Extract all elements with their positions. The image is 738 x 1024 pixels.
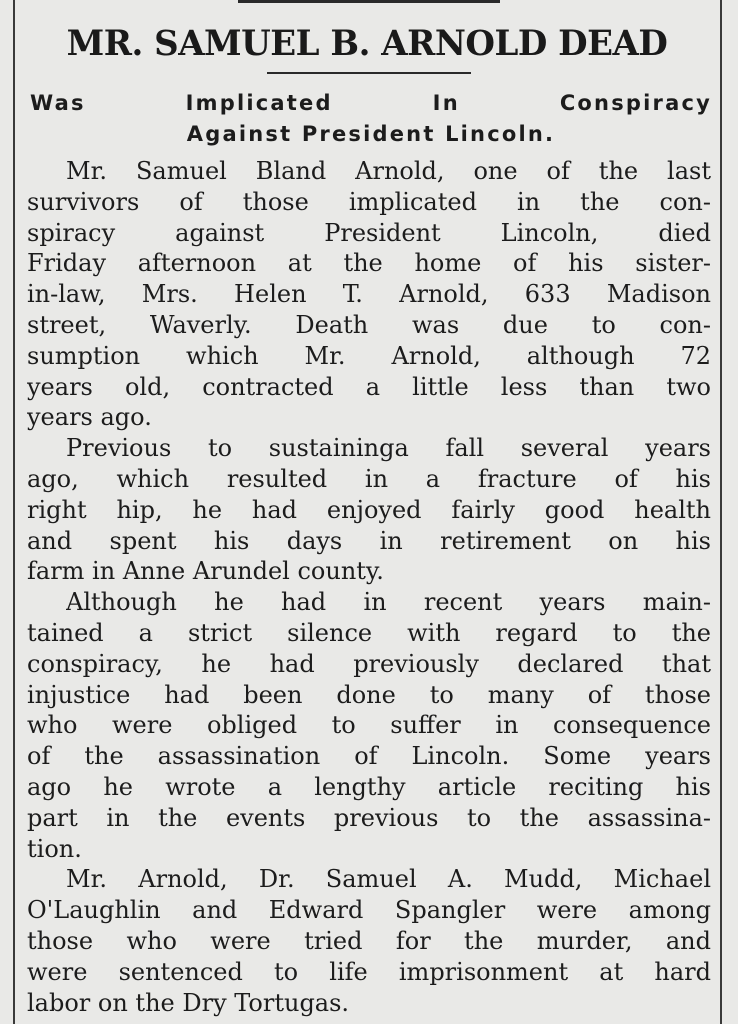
body-text-line: part in the events previous to the assassina-: [27, 803, 711, 832]
subheadline-line: Against President Lincoln.: [186, 122, 556, 146]
body-text-line: right hip, he had enjoyed fairly good health: [27, 495, 711, 524]
top-rule: [238, 0, 500, 3]
body-text-line: years old, contracted a little less than two: [27, 372, 711, 401]
body-text-line: years ago.: [27, 403, 152, 432]
headline: MR. SAMUEL B. ARNOLD DEAD: [66, 23, 668, 64]
body-text-line: tained a strict silence with regard to the: [27, 619, 711, 647]
body-text-line: conspiracy, he had previously declared that: [27, 649, 711, 678]
body-text-line: Previous to sustaininga fall several years: [66, 434, 711, 463]
body-text-line: street, Waverly. Death was due to con-: [27, 311, 711, 339]
column-rule-right: [720, 0, 722, 1024]
column-rule-left: [13, 0, 15, 1024]
body-text-line: who were obliged to suffer in consequence: [27, 711, 711, 740]
body-text-line: of the assassination of Lincoln. Some years: [27, 742, 711, 771]
body-text-line: farm in Anne Arundel county.: [27, 557, 384, 586]
body-text-line: Mr. Samuel Bland Arnold, one of the last: [66, 157, 711, 185]
body-text-line: in-law, Mrs. Helen T. Arnold, 633 Madison: [27, 280, 711, 309]
body-text-line: sumption which Mr. Arnold, although 72: [27, 341, 711, 370]
body-text-line: tion.: [27, 834, 82, 863]
body-text-line: those who were tried for the murder, and: [27, 927, 711, 955]
body-text-line: Friday afternoon at the home of his sister-: [27, 249, 711, 278]
body-text-line: ago, which resulted in a fracture of his: [27, 465, 711, 493]
subheadline-line: Was Implicated In Conspiracy: [30, 91, 712, 115]
body-text-line: Mr. Arnold, Dr. Samuel A. Mudd, Michael: [66, 865, 711, 894]
body-text-line: injustice had been done to many of those: [27, 680, 711, 709]
body-text-line: ago he wrote a lengthy article reciting his: [27, 773, 711, 801]
body-text-line: and spent his days in retirement on his: [27, 526, 711, 555]
body-text-line: labor on the Dry Tortugas.: [27, 988, 350, 1017]
headline-divider: [267, 72, 471, 74]
body-text-line: Although he had in recent years main-: [66, 588, 711, 617]
body-text-line: were sentenced to life imprisonment at hard: [27, 957, 711, 986]
body-text-line: survivors of those implicated in the con-: [27, 187, 711, 216]
body-text-line: spiracy against President Lincoln, died: [27, 218, 711, 247]
body-text-line: O'Laughlin and Edward Spangler were among: [27, 896, 711, 925]
